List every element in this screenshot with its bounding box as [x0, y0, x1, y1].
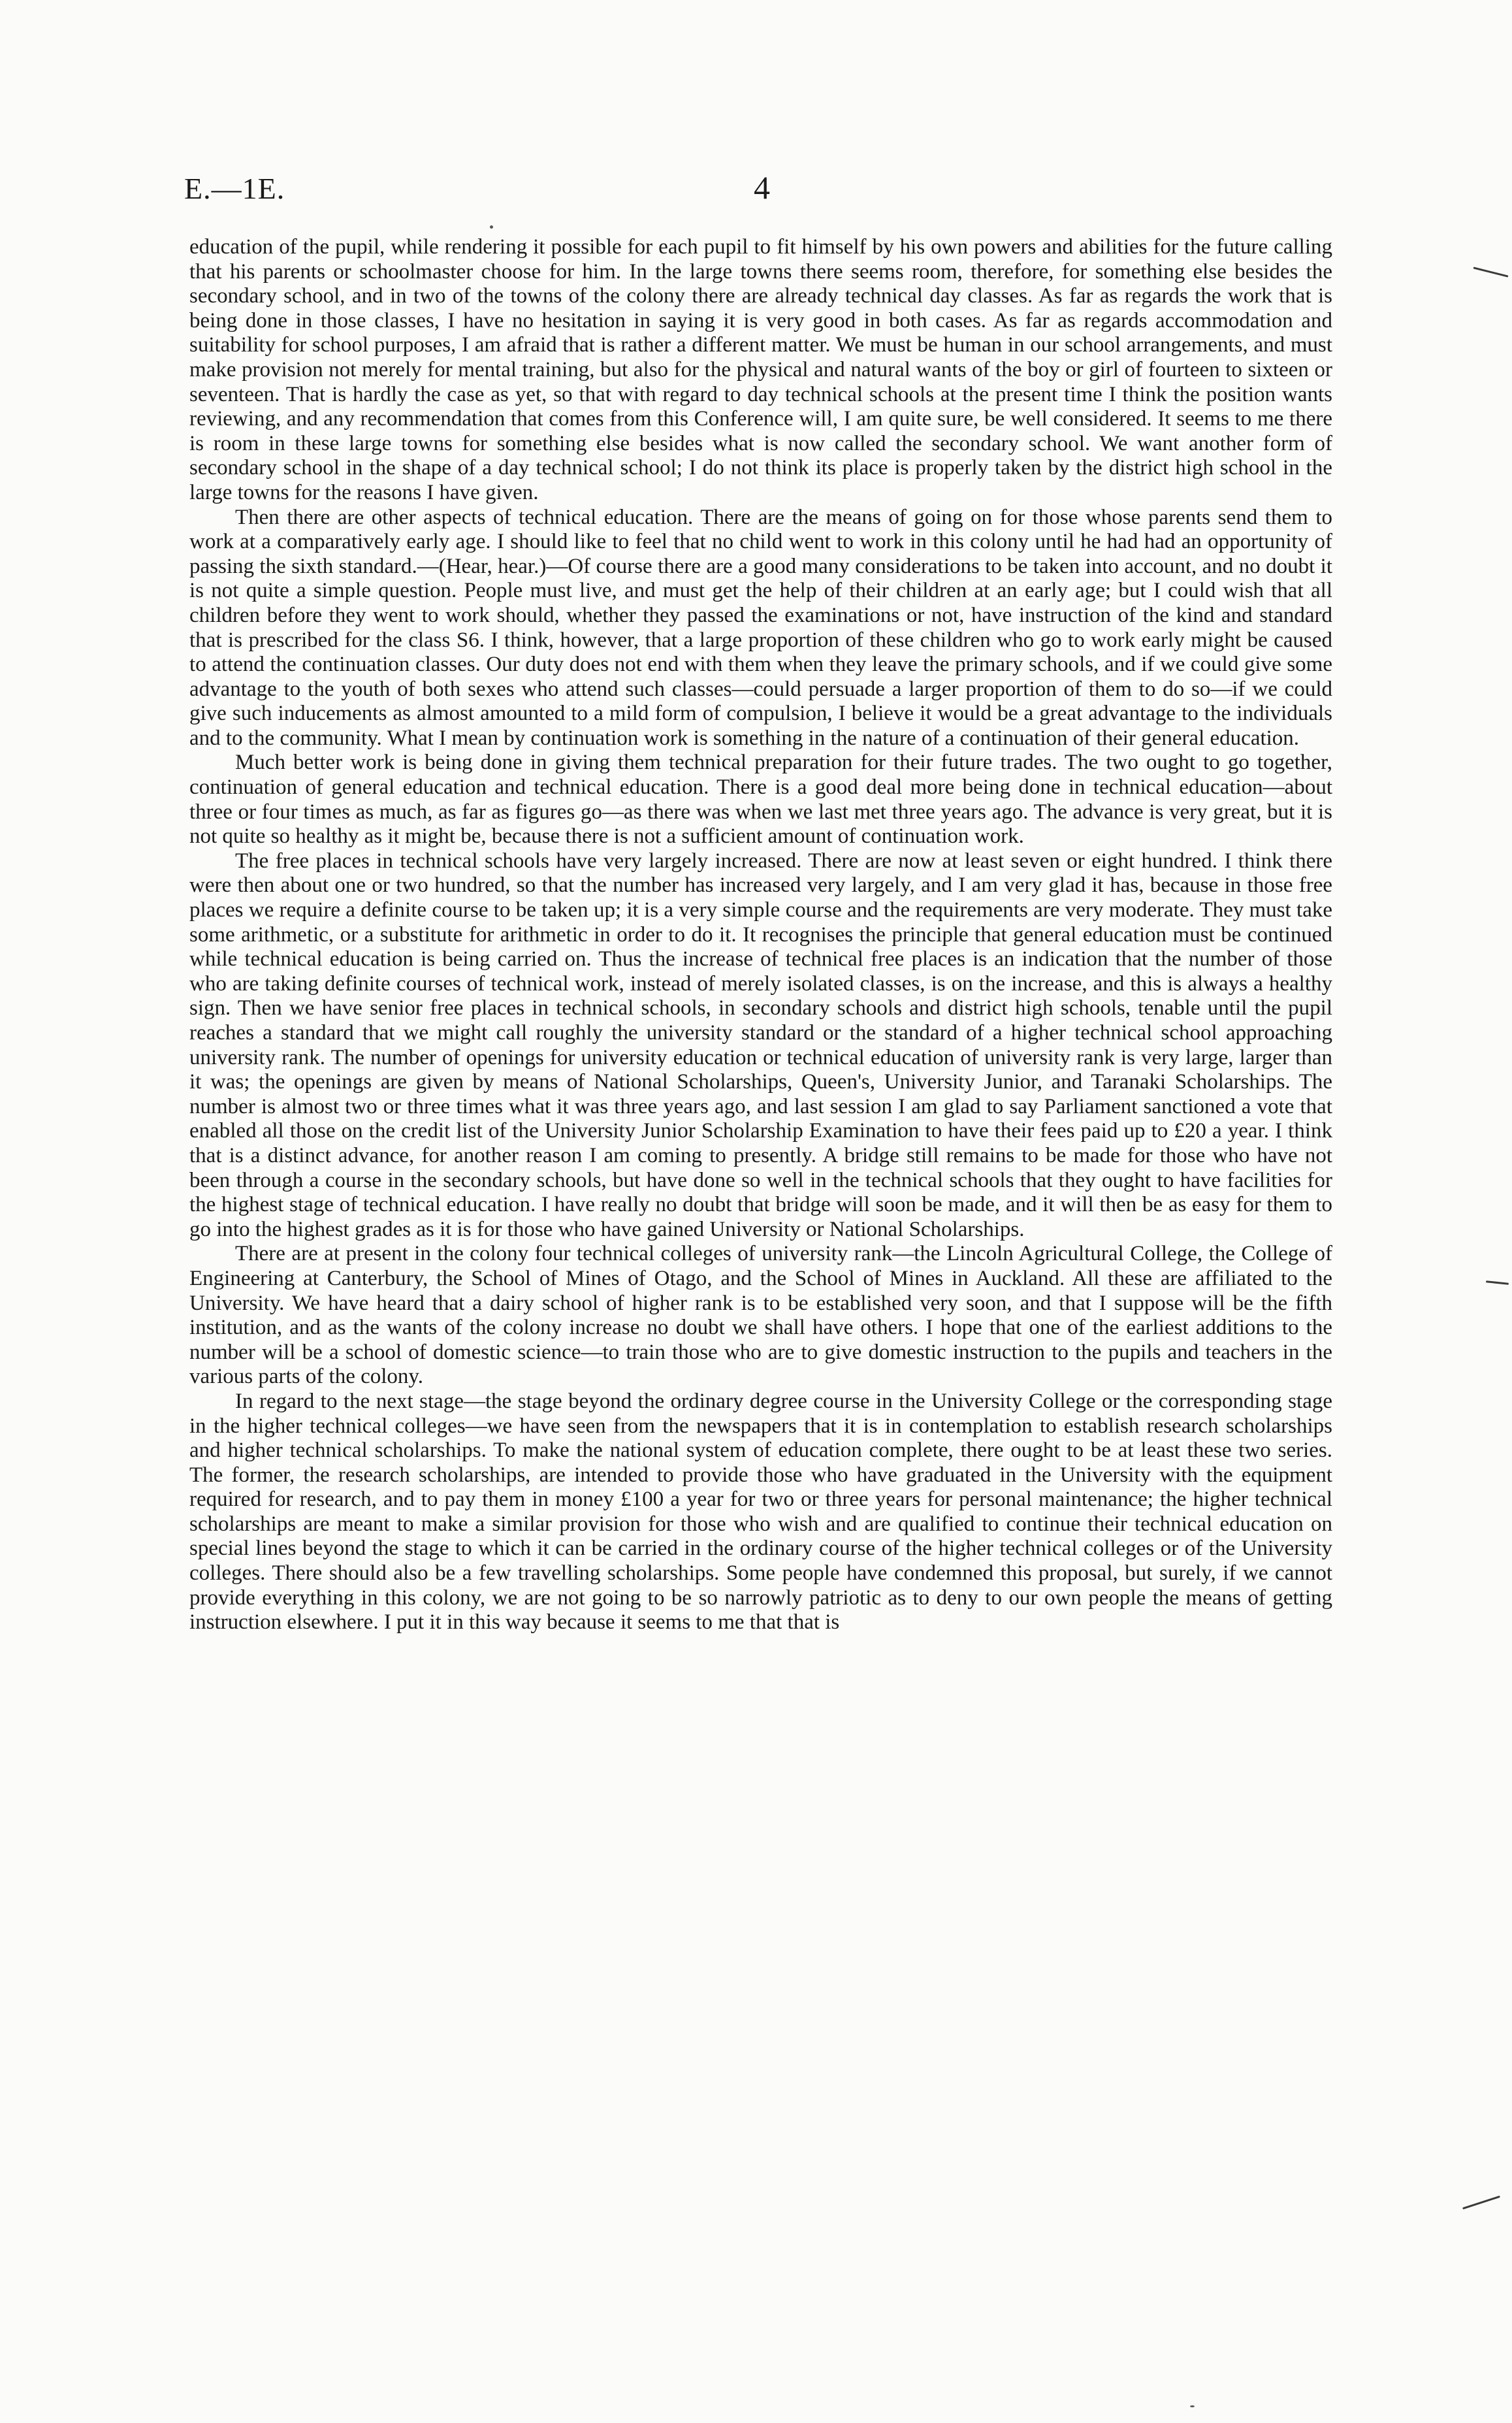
paragraph-5: There are at present in the colony four technical colleges of university rank—the Lincoln Agricultural College, the College of Engineering at Canterbury, the School of Mines of Otago, and the School of Mines in Auckland. All these are affiliated to the University. We have heard that a dairy school of higher rank is to be established very soon, and that I suppose will be the fifth institution, and as the wants of the colony increase no doubt we shall have others. I hope that one of the earliest additions to the number will be a school of domestic science—to train those who are to give domestic instruction to the pupils and teachers in the various parts of the colony.: [189, 1242, 1332, 1389]
body-text: [189, 235, 1332, 1635]
document-code: E.—1E.: [184, 172, 285, 205]
paragraph-1: education of the pupil, while rendering it possible for each pupil to fit himself by his own powers and abilities for the future calling that his parents or schoolmaster choose for him. In the large towns there seems room, therefore, for something else besides the secondary school, and in two of the towns of the colony there are already technical day classes. As far as regards the work that is being done in those classes, I have no hesitation in saying it is very good in both cases. As far as regards accommodation and suitability for school purposes, I am afraid that is rather a different matter. We must be human in our school arrangements, and must make provision not merely for mental training, but also for the physical and natural wants of the boy or girl of fourteen to sixteen or seventeen. That is hardly the case as yet, so that with regard to day technical schools at the present time I think the position wants reviewing, and any recommendation that comes from this Conference will, I am quite sure, be well considered. It seems to me there is room in these large towns for something else besides what is now called the secondary school. We want another form of secondary school in the shape of a day technical school; I do not think its place is properly taken by the district high school in the large towns for the reasons I have given.: [189, 235, 1332, 504]
margin-mark: [1462, 2196, 1500, 2209]
print-speck: [1190, 2405, 1195, 2407]
paragraph-4: The free places in technical schools have very largely increased. There are now at least seven or eight hundred. I think there were then about one or two hundred, so that the number has increased very largely, and I am very glad it has, because in those free places we require a definite course to be taken up; it is a very simple course and the requirements are very moderate. They must take some arithmetic, or a substitute for arithmetic in order to do it. It recognises the principle that general education must be continued while technical education is being carried on. Thus the increase of technical free places is an indication that the number of those who are taking definite courses of technical work, instead of merely isolated classes, is on the increase, and this is always a healthy sign. Then we have senior free places in technical schools, in secondary schools and district high schools, tenable until the pupil reaches a standard that we might call roughly the university standard or the standard of a higher technical school approaching university rank. The number of openings for university education or technical education of university rank is very large, larger than it was; the openings are given by means of National Scholarships, Queen's, University Junior, and Taranaki Scholarships. The number is almost two or three times what it was three years ago, and last session I am glad to say Parliament sanctioned a vote that enabled all those on the credit list of the University Junior Scholarship Examination to have their fees paid up to £20 a year. I think that is a distinct advance, for another reason I am coming to presently. A bridge still remains to be made for those who have not been through a course in the secondary schools, but have done so well in the technical schools that they ought to have facilities for the highest stage of technical education. I have really no doubt that bridge will soon be made, and it will then be as easy for them to go into the highest grades as it is for those who have gained University or National Scholarships.: [189, 849, 1332, 1241]
margin-mark: [1486, 1280, 1509, 1285]
page-number: 4: [754, 169, 770, 206]
margin-mark: [1473, 267, 1508, 277]
paragraph-3: Much better work is being done in giving them technical preparation for their future trades. The two ought to go together, continuation of general education and technical education. There is a good deal more being done in technical education—about three or four times as much, as far as figures go—as there was when we last met three years ago. The advance is very great, but it is not quite so healthy as it might be, because there is not a sufficient amount of continuation work.: [189, 751, 1332, 849]
print-speck: [490, 225, 493, 229]
page-header: [184, 171, 1334, 217]
paragraph-6: In regard to the next stage—the stage beyond the ordinary degree course in the University College or the corresponding stage in the higher technical colleges—we have seen from the newspapers that it is in contemplation to establish research scholarships and higher technical scholarships. To make the national system of education complete, there ought to be at least these two series. The former, the research scholarships, are intended to provide those who have graduated in the University with the equipment required for research, and to pay them in money £100 a year for two or three years for personal maintenance; the higher technical scholarships are meant to make a similar provision for those who wish and are qualified to continue their technical education on special lines beyond the stage to which it can be carried in the ordinary course of the higher technical colleges or of the University colleges. There should also be a few travelling scholarships. Some people have condemned this proposal, but surely, if we cannot provide everything in this colony, we are not going to be so narrowly patriotic as to deny to our own people the means of getting instruction elsewhere. I put it in this way because it seems to me that that is: [189, 1389, 1332, 1634]
paragraph-2: Then there are other aspects of technical education. There are the means of going on for those whose parents send them to work at a comparatively early age. I should like to feel that no child went to work in this colony until he had had an opportunity of passing the sixth standard.—(Hear, hear.)—Of course there are a good many considerations to be taken into account, and no doubt it is not quite a simple question. People must live, and must get the help of their children at an early age; but I could wish that all children before they went to work should, whether they passed the examinations or not, have instruction of the kind and standard that is prescribed for the class S6. I think, however, that a large proportion of these children who go to work early might be caused to attend the continuation classes. Our duty does not end with them when they leave the primary schools, and if we could give some advantage to the youth of both sexes who attend such classes—could persuade a larger proportion of them to do so—if we could give such inducements as almost amounted to a mild form of compulsion, I believe it would be a great advantage to the individuals and to the community. What I mean by continuation work is something in the nature of a continuation of their general education.: [189, 505, 1332, 750]
